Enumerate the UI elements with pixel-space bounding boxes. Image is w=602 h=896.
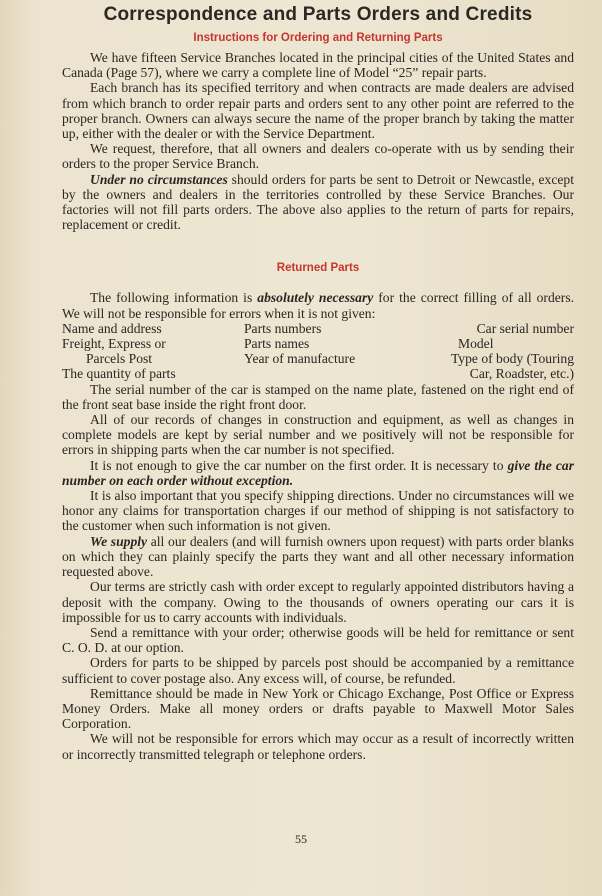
list-item-empty <box>244 366 424 381</box>
emphasis-text: We supply <box>90 533 148 549</box>
paragraph: Orders for parts to be shipped by parcels post should be accompanied by a remittance sufficient to cover postage also. Any excess will, of course, be refunded. <box>62 655 574 686</box>
emphasis-text: Under no circumstances <box>90 171 228 187</box>
paragraph-text: It is not enough to give the car number on the first order. It is necessary to <box>90 457 508 473</box>
paragraph: All of our records of changes in construction and equipment, as well as changes in complete models are kept by serial number and we positively will not be responsible for errors in shipping parts when the car number is not specified. <box>62 412 574 458</box>
list-item: Car serial number <box>476 320 574 336</box>
emphasis-text: give the car number on each order without exception. <box>62 457 574 488</box>
paragraph-text: The following information is <box>90 290 258 306</box>
list-item: Name and address <box>62 320 162 336</box>
emphasis-text: absolutely necessary <box>257 290 374 306</box>
paragraph <box>62 534 574 580</box>
list-item: Year of manufacture <box>244 351 356 367</box>
page-number: 55 <box>295 832 307 846</box>
required-info-list <box>62 321 574 382</box>
list-item: Model <box>458 336 494 352</box>
paragraph: It is also important that you specify shipping directions. Under no circumstances will we honor any claims for transportation charges if our method of shipping is not satisfactory to the customer when such information is not given. <box>62 488 574 534</box>
list-item: Type of body (Touring <box>450 351 574 367</box>
list-item: Car, Roadster, etc.) <box>469 366 574 382</box>
page-title: Correspondence and Parts Orders and Credits <box>103 4 533 25</box>
paragraph: Remittance should be made in New York or Chicago Exchange, Post Office or Express Money Orders. Make all money orders or drafts payable to Maxwell Motor Sales Corporation. <box>62 685 574 732</box>
section-heading-returned-parts: Returned Parts <box>276 262 360 275</box>
paragraph-text: for the correct filling of all orders. We will not be responsible for errors when it is not given: <box>62 290 575 321</box>
paragraph: Send a remittance with your order; otherwise goods will be held for remittance or sent C. O. D. at our option. <box>62 624 574 656</box>
paragraph: We have fifteen Service Branches located in the principal cities of the United States and Canada (Page 57), where we carry a complete line of Model “25” repair parts. <box>62 50 574 81</box>
paragraph: Each branch has its specified territory and when contracts are made dealers are advised from which branch to order repair parts and orders sent to any other point are referred to the proper branch. Owners can always secure the name of the proper branch by taking the matter up, either with the dealer or with the Service Department. <box>62 80 574 142</box>
list-item: Parts names <box>244 336 310 352</box>
paragraph-text: all our dealers (and will furnish owners upon request) with parts order blanks on which they can plainly specify the parts they want and all other necessary information requested above. <box>62 533 575 580</box>
paragraph: Our terms are strictly cash with order except to regularly appointed distributors having a deposit with the company. Owing to the thousands of owners operating our cars it is impossible for us to carry accounts with individuals. <box>62 579 574 625</box>
paragraph: We will not be responsible for errors which may occur as a result of incorrectly written or incorrectly transmitted telegraph or telephone orders. <box>62 731 574 762</box>
paragraph <box>62 290 574 320</box>
list-item: Parcels Post <box>86 351 153 367</box>
paragraph <box>62 172 574 233</box>
paragraph <box>62 458 574 488</box>
list-item: The quantity of parts <box>62 366 176 382</box>
section-heading-instructions: Instructions for Ordering and Returning Parts <box>193 32 443 44</box>
list-item: Parts numbers <box>244 320 322 336</box>
list-item: Freight, Express or <box>62 336 166 352</box>
paragraph-text: should orders for parts be sent to Detroit or Newcastle, except by the owners and dealers in the territories controlled by these Service Branches. Our factories will not fill parts orders. The above also applies to the return of parts for repairs, replacement or credit. <box>62 171 574 233</box>
paragraph: The serial number of the car is stamped on the name plate, fastened on the right end of the front seat base inside the right front door. <box>62 381 574 412</box>
paragraph: We request, therefore, that all owners and dealers co-operate with us by sending their orders to the proper Service Branch. <box>62 141 574 172</box>
